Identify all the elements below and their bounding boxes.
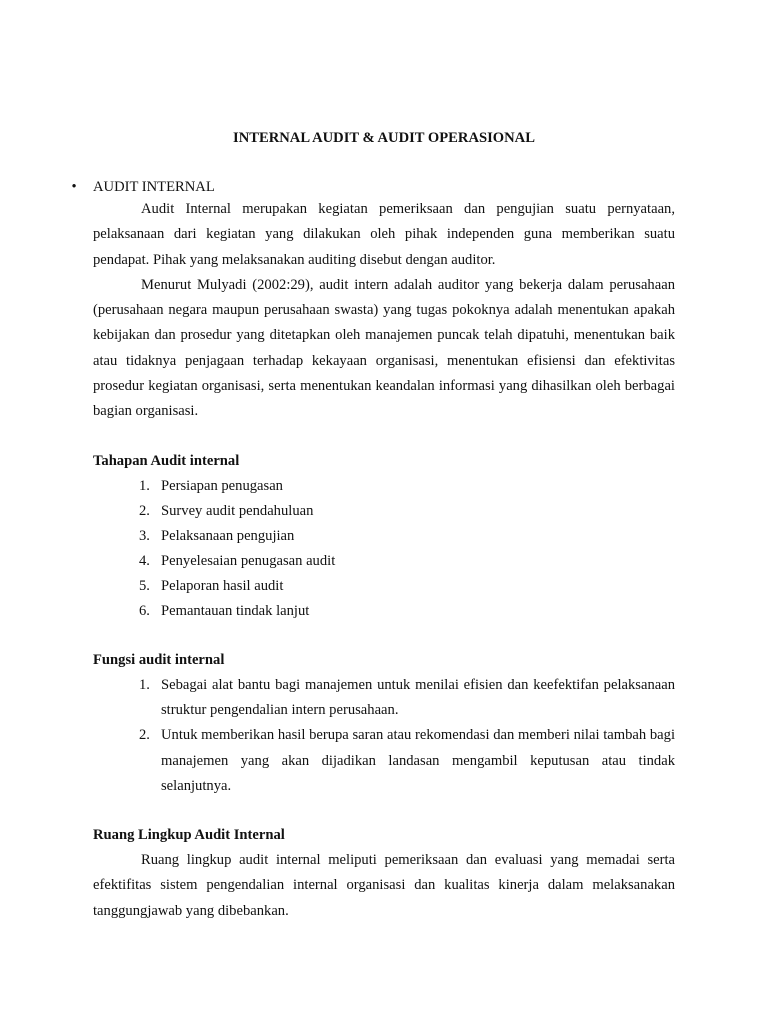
list-number: 1. xyxy=(139,477,150,494)
document-body xyxy=(71,177,675,924)
list-number: 1. xyxy=(139,676,150,693)
list-item xyxy=(93,723,675,799)
list-item xyxy=(93,574,675,599)
document-title: INTERNAL AUDIT & AUDIT OPERASIONAL xyxy=(233,130,535,146)
list-number: 2. xyxy=(139,727,150,744)
list-item xyxy=(93,549,675,574)
heading-fungsi: Fungsi audit internal xyxy=(93,651,225,668)
list-item xyxy=(93,673,675,724)
list-item-text: Pelaksanaan pengujian xyxy=(161,527,295,544)
spacer xyxy=(93,624,675,648)
list-fungsi xyxy=(93,673,675,799)
list-item xyxy=(93,524,675,549)
bullet-icon: • xyxy=(71,179,77,195)
list-number: 5. xyxy=(139,577,150,594)
list-item-text: Untuk memberikan hasil berupa saran atau rekomendasi dan memberi nilai tambah bagi manajemen yang akan dijadikan landasan mengambil keputusan atau tindak selanjutnya. xyxy=(161,727,675,794)
paragraph-mulyadi: Menurut Mulyadi (2002:29), audit intern adalah auditor yang bekerja dalam perusahaan (perusahaan negara maupun perusahaan swasta) yang tugas pokoknya adalah menentukan apakah kebijakan dan prosedur yang ditetapkan oleh manajemen puncak telah dipatuhi, menentukan baik atau tidaknya penjagaan terhadap kekayaan organisasi, menentukan efisiensi dan efektivitas prosedur kegiatan organisasi, serta menentukan keandalan informasi yang dihasilkan oleh berbagai bagian organisasi. xyxy=(93,276,675,420)
list-number: 6. xyxy=(139,602,150,619)
list-item-text: Pelaporan hasil audit xyxy=(161,577,284,594)
list-item-text: Survey audit pendahuluan xyxy=(161,502,314,519)
list-item xyxy=(93,499,675,524)
heading-ruang-lingkup: Ruang Lingkup Audit Internal xyxy=(93,827,285,844)
paragraph-ruang-lingkup: Ruang lingkup audit internal meliputi pemeriksaan dan evaluasi yang memadai serta efektifitas sistem pengendalian internal organisasi dan kualitas kinerja dalam melaksanakan tanggungjawab yang dibebankan. xyxy=(93,852,675,919)
list-item xyxy=(93,474,675,499)
spacer xyxy=(93,799,675,823)
section-heading-text: AUDIT INTERNAL xyxy=(93,179,215,195)
list-number: 2. xyxy=(139,502,150,519)
list-item xyxy=(93,599,675,624)
list-number: 3. xyxy=(139,527,150,544)
heading-tahapan: Tahapan Audit internal xyxy=(93,452,240,469)
list-item-text: Sebagai alat bantu bagi manajemen untuk menilai efisien dan keefektifan pelaksanaan struktur pengendalian intern perusahaan. xyxy=(161,676,675,718)
list-item-text: Persiapan penugasan xyxy=(161,477,283,494)
paragraph-definition: Audit Internal merupakan kegiatan pemeriksaan dan pengujian suatu pernyataan, pelaksanaan dari kegiatan yang dilakukan oleh pihak independen guna memberikan suatu pendapat. Pihak yang melaksanakan auditing disebut dengan auditor. xyxy=(93,201,675,268)
list-tahapan xyxy=(93,474,675,624)
spacer xyxy=(93,425,675,449)
list-number: 4. xyxy=(139,552,150,569)
list-item-text: Penyelesaian penugasan audit xyxy=(161,552,336,569)
section-audit-internal-heading xyxy=(71,177,675,197)
list-item-text: Pemantauan tindak lanjut xyxy=(161,602,310,619)
